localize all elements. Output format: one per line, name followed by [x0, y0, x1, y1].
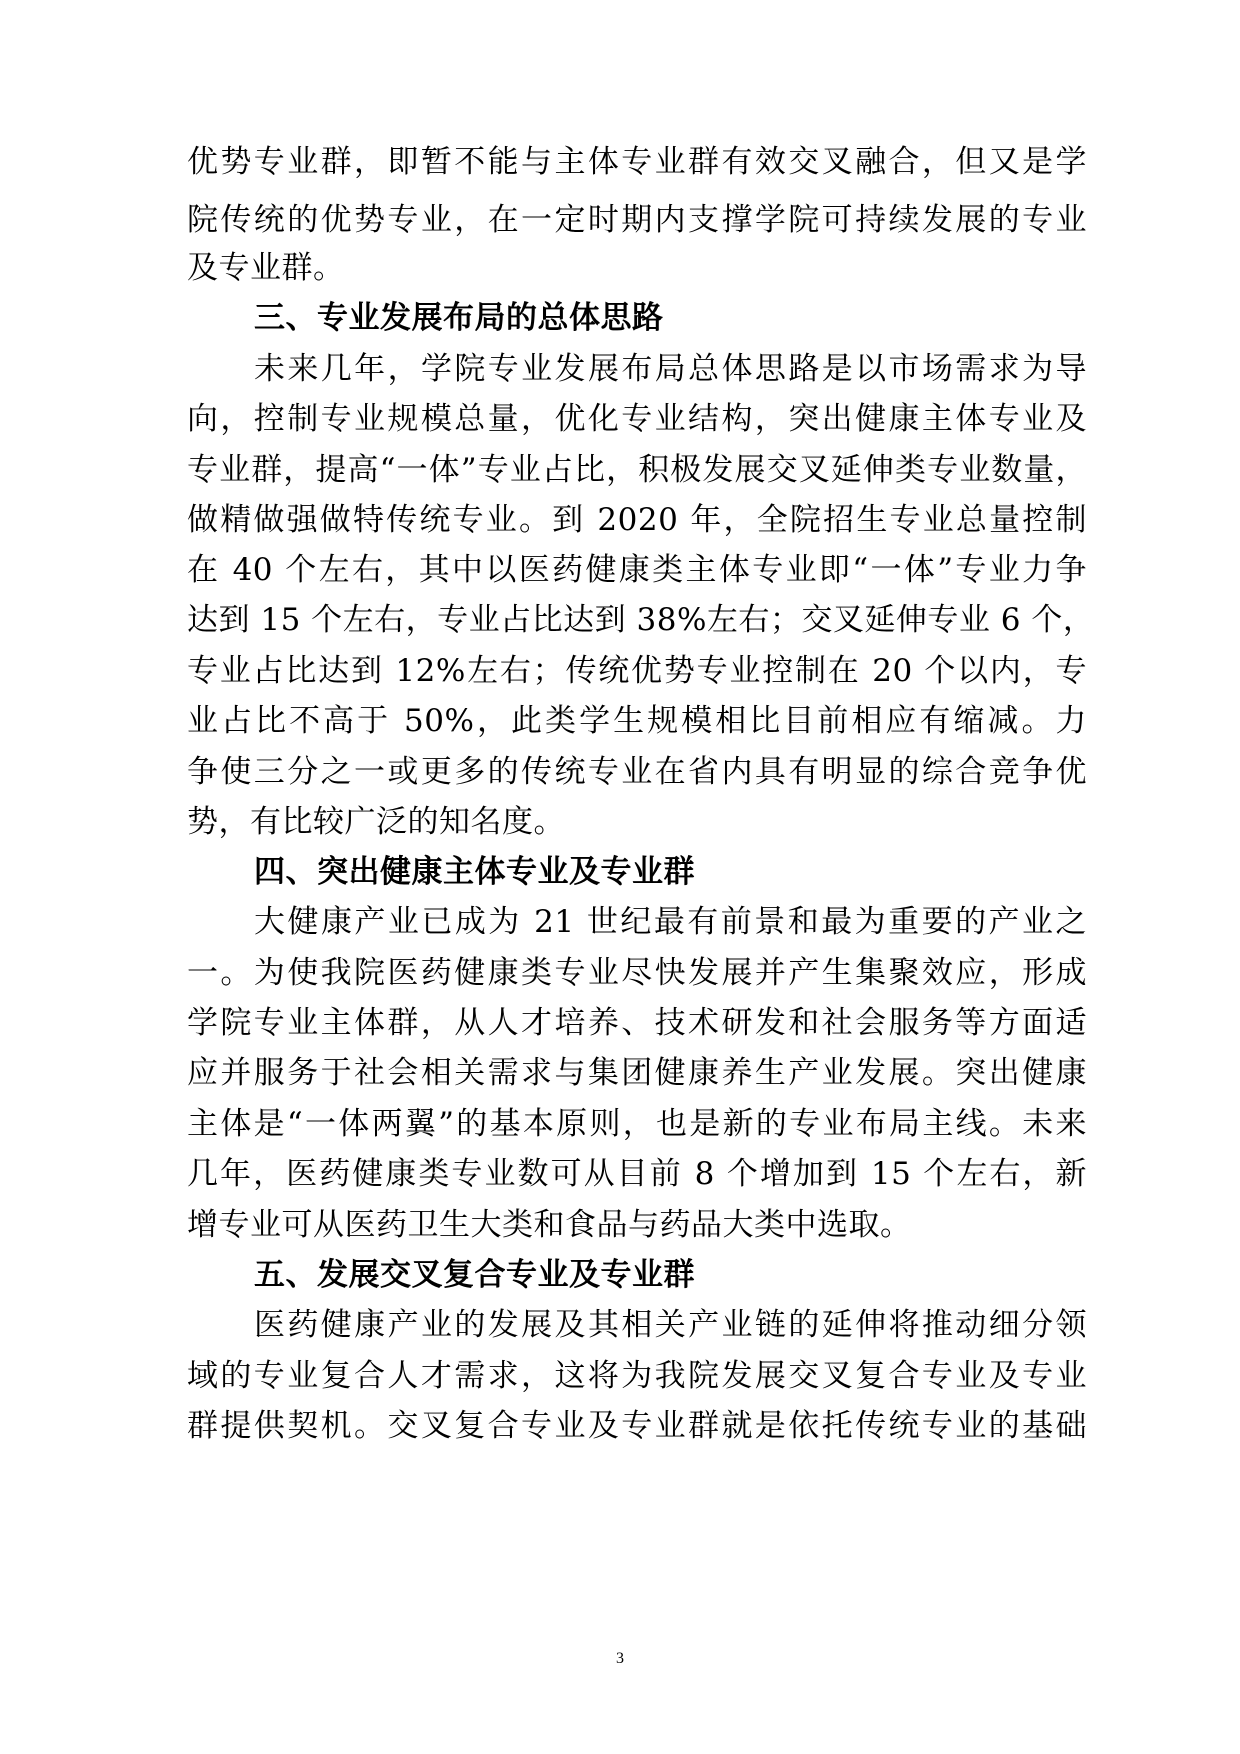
paragraph-line: 专业占比达到 12%左右；传统优势专业控制在 20 个以内，专: [187, 653, 1087, 689]
paragraph-line: 业占比不高于 50%，此类学生规模相比目前相应有缩减。力: [187, 703, 1087, 739]
paragraph-line: 应并服务于社会相关需求与集团健康养生产业发展。突出健康: [187, 1055, 1087, 1091]
paragraph-line: 几年，医药健康类专业数可从目前 8 个增加到 15 个左右，新: [187, 1156, 1087, 1192]
section-heading-3: 三、专业发展布局的总体思路: [254, 300, 664, 336]
paragraph-line: 做精做强做特传统专业。到 2020 年，全院招生专业总量控制: [187, 502, 1087, 538]
section-heading-5: 五、发展交叉复合专业及专业群: [254, 1257, 695, 1293]
paragraph-line: 院传统的优势专业，在一定时期内支撑学院可持续发展的专业: [187, 202, 1087, 238]
paragraph-line: 大健康产业已成为 21 世纪最有前景和最为重要的产业之: [254, 904, 1087, 940]
paragraph-line: 及专业群。: [187, 250, 345, 286]
paragraph-line: 增专业可从医药卫生大类和食品与药品大类中选取。: [187, 1207, 912, 1243]
paragraph-line: 专业群，提高“一体”专业占比，积极发展交叉延伸类专业数量，: [187, 452, 1087, 488]
paragraph-line: 主体是“一体两翼”的基本原则，也是新的专业布局主线。未来: [187, 1106, 1087, 1142]
paragraph-line: 在 40 个左右，其中以医药健康类主体专业即“一体”专业力争: [187, 552, 1087, 588]
page-number: 3: [616, 1650, 624, 1667]
section-heading-4: 四、突出健康主体专业及专业群: [254, 854, 695, 890]
paragraph-line: 势，有比较广泛的知名度。: [187, 804, 565, 840]
paragraph-line: 医药健康产业的发展及其相关产业链的延伸将推动细分领: [254, 1307, 1087, 1343]
paragraph-line: 向，控制专业规模总量，优化专业结构，突出健康主体专业及: [187, 401, 1087, 437]
paragraph-line: 学院专业主体群，从人才培养、技术研发和社会服务等方面适: [187, 1005, 1087, 1041]
paragraph-line: 域的专业复合人才需求，这将为我院发展交叉复合专业及专业: [187, 1358, 1087, 1394]
paragraph-line: 达到 15 个左右，专业占比达到 38%左右；交叉延伸专业 6 个，: [187, 602, 1095, 638]
paragraph-line: 优势专业群，即暂不能与主体专业群有效交叉融合，但又是学: [187, 144, 1087, 180]
paragraph-line: 一。为使我院医药健康类专业尽快发展并产生集聚效应，形成: [187, 955, 1087, 991]
paragraph-line: 群提供契机。交叉复合专业及专业群就是依托传统专业的基础: [187, 1408, 1087, 1444]
paragraph-line: 未来几年，学院专业发展布局总体思路是以市场需求为导: [254, 351, 1087, 387]
paragraph-line: 争使三分之一或更多的传统专业在省内具有明显的综合竞争优: [187, 754, 1087, 790]
